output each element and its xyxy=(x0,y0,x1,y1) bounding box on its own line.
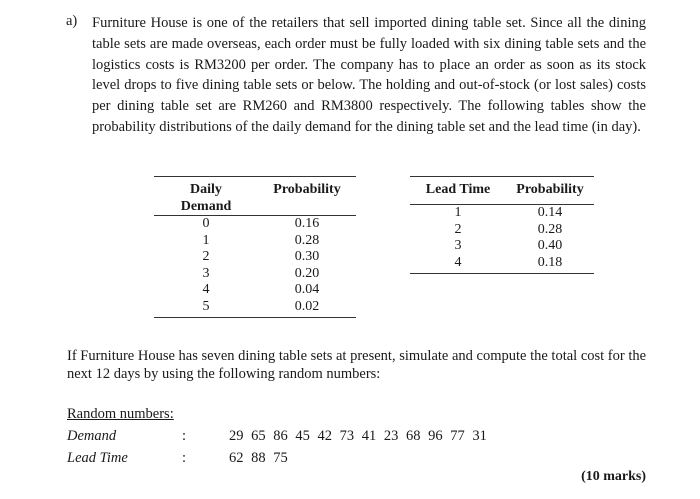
demand-probability: 0.28 xyxy=(294,232,320,248)
marks-label: (10 marks) xyxy=(581,469,646,484)
lead-time-value: 1 xyxy=(454,205,462,220)
demand-random-values: 29 65 86 45 42 73 41 23 68 96 77 31 xyxy=(229,428,487,444)
demand-probability: 0.20 xyxy=(294,265,320,281)
lead-time-colon: : xyxy=(182,450,187,466)
table-row xyxy=(410,255,594,274)
demand-probability: 0.02 xyxy=(258,299,356,318)
table-row xyxy=(410,205,594,222)
table-row xyxy=(410,238,594,255)
demand-probability: 0.04 xyxy=(294,282,320,297)
lead-probability: 0.40 xyxy=(537,238,563,253)
lead-time-random-label: Lead Time xyxy=(67,450,128,466)
lead-probability: 0.28 xyxy=(537,221,563,237)
lead-time-distribution-table xyxy=(410,176,594,274)
demand-value: 5 xyxy=(154,299,258,318)
lead-time-column-header: Lead Time xyxy=(410,177,506,205)
demand-probability: 0.30 xyxy=(294,249,320,264)
table-row xyxy=(154,299,356,318)
lead-time-random-values: 62 88 75 xyxy=(229,450,288,466)
demand-distribution-table xyxy=(154,176,356,318)
demand-value: 2 xyxy=(202,249,210,264)
table-row xyxy=(154,216,356,233)
demand-probability: 0.16 xyxy=(294,216,320,231)
demand-value: 4 xyxy=(202,282,210,297)
demand-value: 3 xyxy=(202,265,210,281)
question-label: a) xyxy=(66,13,78,29)
lead-time-value: 4 xyxy=(410,255,506,274)
demand-column-header xyxy=(154,177,258,216)
demand-header-line2: Demand xyxy=(180,199,232,214)
table-row xyxy=(154,282,356,299)
demand-probability-header: Probability xyxy=(258,177,356,216)
random-numbers-title: Random numbers: xyxy=(67,406,174,422)
table-row xyxy=(410,222,594,239)
table-row xyxy=(154,266,356,283)
question-paragraph: Furniture House is one of the retailers that sell imported dining table set. Since all the dining table sets are made overseas, each order must be fully loaded with six dining table sets and the logistics costs is RM3200 per order. The company has to place an order as soon as its stock level drops to five dining table sets or below. The holding and out-of-stock (or lost sales) costs per dining table set are RM260 and RM3800 respectively. The following tables show the probability distributions of the daily demand for the dining table set and the lead time (in day). xyxy=(92,15,646,135)
demand-colon: : xyxy=(182,428,187,444)
lead-time-value: 3 xyxy=(454,238,462,253)
lead-probability-header: Probability xyxy=(506,177,594,205)
simulation-instruction: If Furniture House has seven dining table sets at present, simulate and compute the total cost for the next 12 days by using the following random numbers: xyxy=(67,348,647,382)
demand-value: 1 xyxy=(202,232,210,248)
lead-time-value: 2 xyxy=(454,221,462,237)
lead-probability: 0.18 xyxy=(506,255,594,274)
demand-header-line1: Daily xyxy=(190,182,222,197)
table-row xyxy=(154,233,356,250)
table-row xyxy=(154,249,356,266)
demand-value: 0 xyxy=(202,216,210,231)
demand-random-label: Demand xyxy=(67,428,117,444)
lead-probability: 0.14 xyxy=(537,205,563,220)
